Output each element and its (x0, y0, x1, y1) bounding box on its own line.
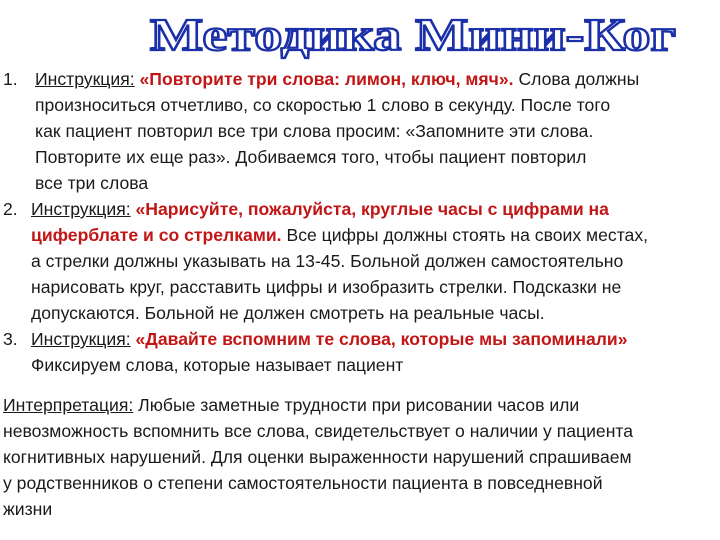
instruction-text: Слова должны (518, 69, 640, 89)
item-number: 1. (3, 69, 18, 89)
instruction-quote: циферблате и со стрелками. (31, 225, 282, 245)
instruction-quote: «Повторите три слова: лимон, ключ, мяч». (139, 69, 514, 89)
instruction-quote: «Нарисуйте, пожалуйста, круглые часы с цифрами на (135, 199, 609, 219)
instruction-list (3, 66, 720, 522)
item-number: 3. (3, 329, 18, 349)
slide-title (0, 0, 720, 62)
instruction-text-line: нарисовать круг, расставить цифры и изобразить стрелки. Подсказки не (31, 277, 622, 297)
instruction-text-line: а стрелки должны указывать на 13-45. Больной должен самостоятельно (31, 251, 624, 271)
instruction-item-1 (3, 66, 720, 92)
interpretation-text-line: невозможность вспомнить все слова, свидетельствует о наличии у пациента (3, 421, 634, 441)
instruction-item-2 (3, 196, 720, 222)
instruction-label: Инструкция: (31, 199, 131, 219)
instruction-text-line: Фиксируем слова, которые называет пациент (31, 355, 404, 375)
instruction-label: Инструкция: (31, 329, 131, 349)
slide-content (3, 66, 720, 540)
slide-title-text: Методика Мини-Ког (150, 9, 676, 60)
interpretation-text-line: жизни (3, 499, 53, 519)
interpretation-text-line: когнитивных нарушений. Для оценки выраженности нарушений спрашиваем (3, 447, 632, 467)
interpretation-label: Интерпретация: (3, 395, 134, 415)
instruction-label: Инструкция: (35, 69, 135, 89)
instruction-text-line: произноситься отчетливо, со скоростью 1 слово в секунду. После того (35, 95, 611, 115)
instruction-text: Все цифры должны стоять на своих местах, (286, 225, 649, 245)
interpretation-text: Любые заметные трудности при рисовании часов или (138, 395, 580, 415)
instruction-text-line: Повторите их еще раз». Добиваемся того, чтобы пациент повторил (35, 147, 587, 167)
item-number: 2. (3, 199, 18, 219)
instruction-text-line: как пациент повторил все три слова просим: «Запомните эти слова. (35, 121, 594, 141)
interpretation-text-line: у родственников о степени самостоятельности пациента в повседневной (3, 473, 603, 493)
instruction-text-line: все три слова (35, 173, 149, 193)
instruction-item-3 (3, 326, 720, 352)
interpretation-first-line (3, 392, 720, 418)
instruction-text-line: допускаются. Больной не должен смотреть на реальные часы. (31, 303, 545, 323)
slide-title-graphic (0, 0, 720, 62)
instruction-quote: «Давайте вспомним те слова, которые мы запоминали» (135, 329, 628, 349)
